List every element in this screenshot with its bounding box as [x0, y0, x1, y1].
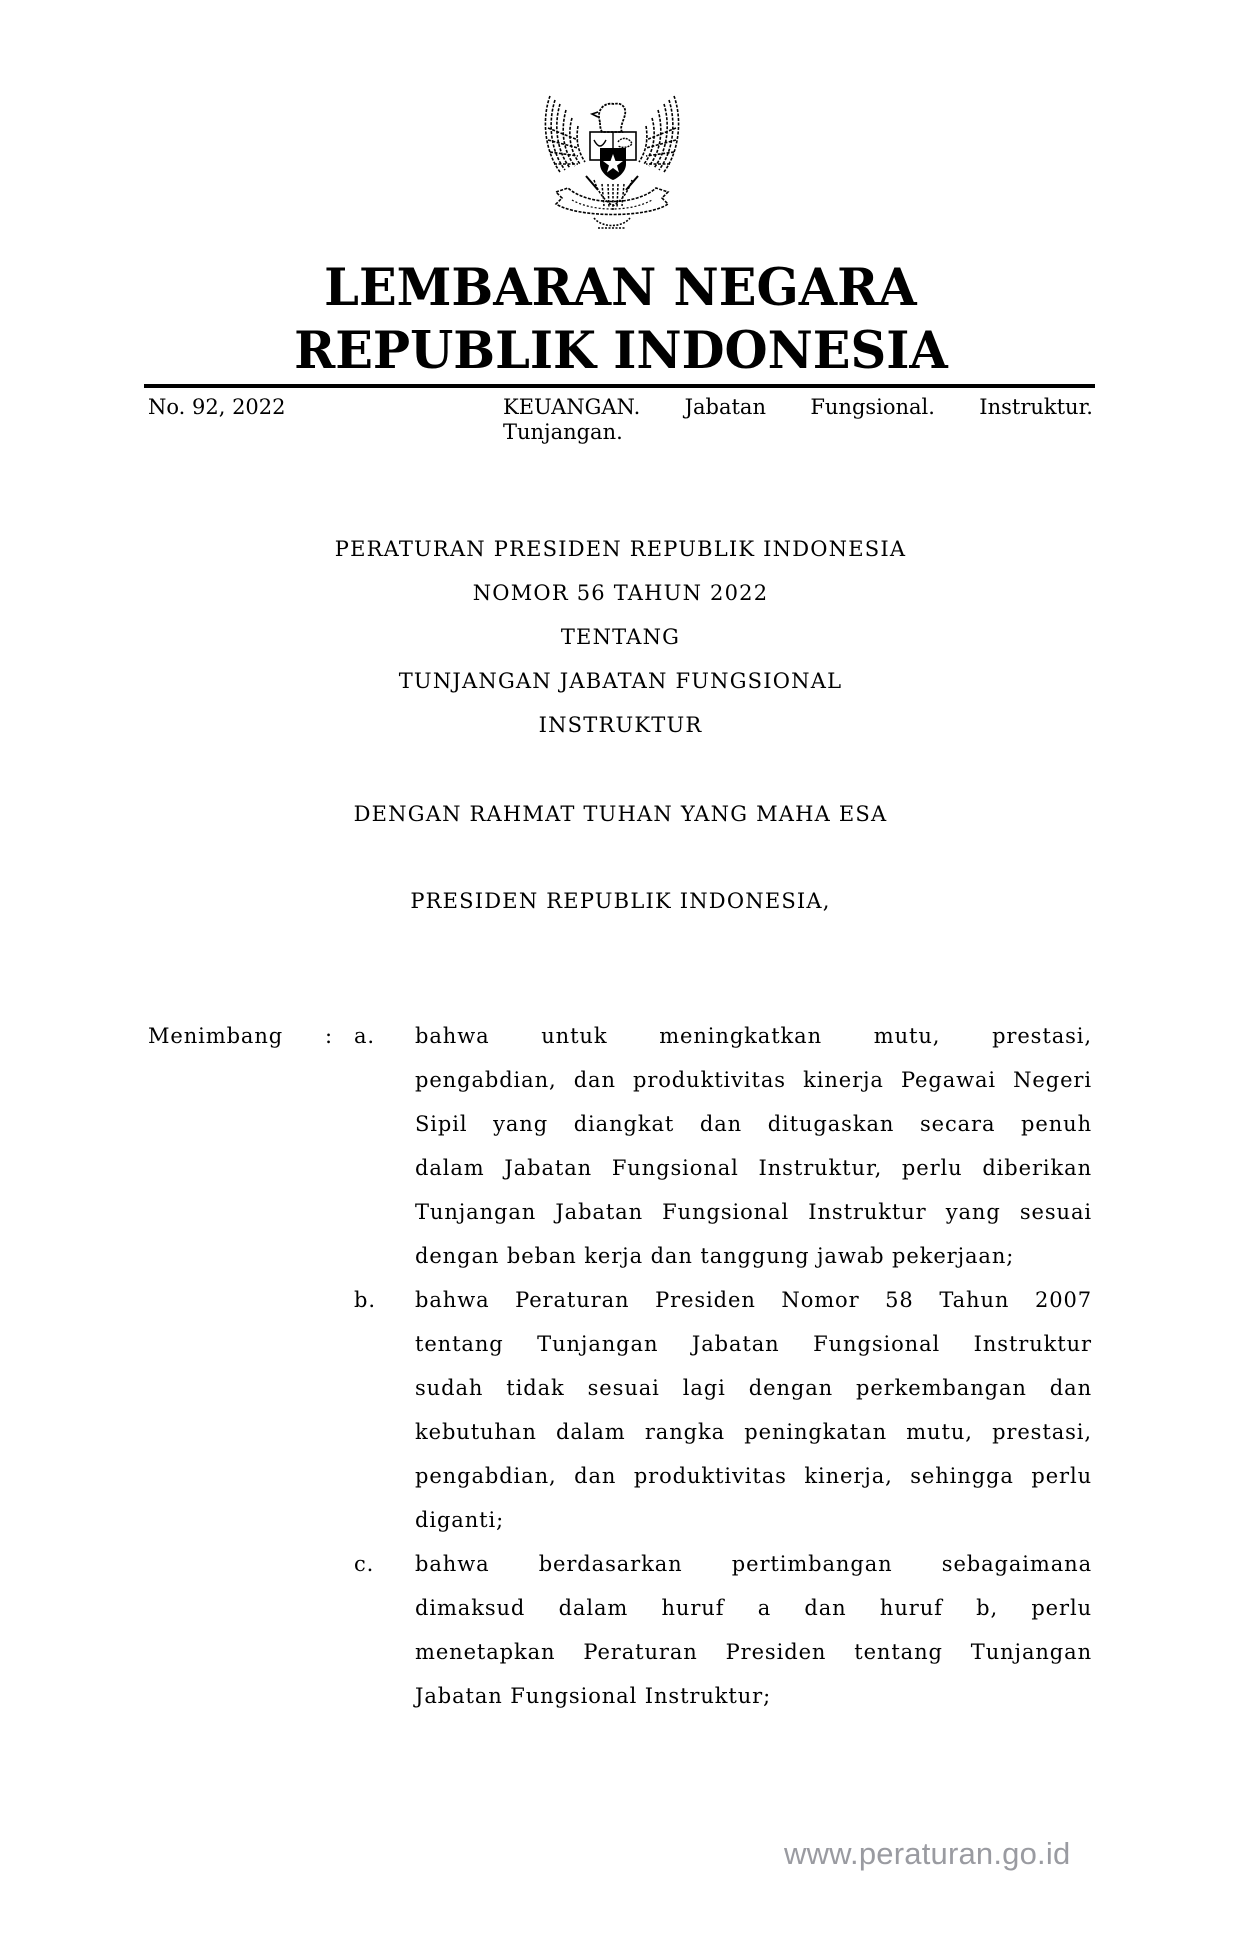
consideration-line: bahwa Peraturan Presiden Nomor 58 Tahun 2007	[415, 1288, 1092, 1312]
title-divider-rule	[144, 384, 1095, 388]
consideration-line: pengabdian, dan produktivitas kinerja, sehingga perlu	[415, 1464, 1092, 1488]
consideration-line: Jabatan Fungsional Instruktur;	[415, 1684, 772, 1708]
garuda-emblem-icon	[538, 88, 686, 238]
consideration-line: Tunjangan Jabatan Fungsional Instruktur yang sesuai	[415, 1200, 1092, 1224]
invocation: DENGAN RAHMAT TUHAN YANG MAHA ESA	[353, 802, 888, 826]
consideration-line: bahwa berdasarkan pertimbangan sebagaimana	[415, 1552, 1092, 1576]
gazette-subject-line-1: KEUANGAN. Jabatan Fungsional. Instruktur.	[503, 395, 1093, 419]
gazette-subject-line-2: Tunjangan.	[503, 420, 623, 444]
consideration-line: diganti;	[415, 1508, 505, 1532]
consideration-line: bahwa untuk meningkatkan mutu, prestasi,	[415, 1024, 1092, 1048]
regulation-heading-line: TENTANG	[560, 625, 681, 649]
consideration-item-b	[415, 1278, 1092, 1542]
consideration-line: Sipil yang diangkat dan ditugaskan secara penuh	[415, 1112, 1092, 1136]
consideration-line: kebutuhan dalam rangka peningkatan mutu, prestasi,	[415, 1420, 1092, 1444]
consideration-line: dengan beban kerja dan tanggung jawab pekerjaan;	[415, 1244, 1015, 1268]
consideration-letter-a: a.	[354, 1024, 375, 1048]
regulation-heading-line: INSTRUKTUR	[538, 713, 703, 737]
consideration-letter-c: c.	[354, 1552, 375, 1576]
regulation-heading	[0, 527, 1241, 747]
gazette-title-line-2	[0, 321, 1241, 381]
consideration-line: dimaksud dalam huruf a dan huruf b, perlu	[415, 1596, 1092, 1620]
considerations-colon: :	[325, 1024, 333, 1048]
gazette-title-text: LEMBARAN NEGARA	[324, 258, 917, 318]
consideration-line: sudah tidak sesuai lagi dengan perkembangan dan	[415, 1376, 1092, 1400]
consideration-line: menetapkan Peraturan Presiden tentang Tunjangan	[415, 1640, 1092, 1664]
regulation-heading-line: PERATURAN PRESIDEN REPUBLIK INDONESIA	[334, 537, 907, 561]
consideration-line: dalam Jabatan Fungsional Instruktur, perlu diberikan	[415, 1156, 1092, 1180]
gazette-title-line-1	[0, 258, 1241, 318]
regulation-heading-line: TUNJANGAN JABATAN FUNGSIONAL	[398, 669, 843, 693]
gazette-title-text: REPUBLIK INDONESIA	[293, 321, 948, 381]
consideration-line: pengabdian, dan produktivitas kinerja Pegawai Negeri	[415, 1068, 1092, 1092]
consideration-letter-b: b.	[354, 1288, 376, 1312]
issuer: PRESIDEN REPUBLIK INDONESIA,	[410, 889, 831, 913]
consideration-item-a	[415, 1014, 1092, 1278]
gazette-subject	[503, 395, 1093, 445]
gazette-number: No. 92, 2022	[148, 395, 286, 419]
source-watermark: www.peraturan.go.id	[784, 1836, 1071, 1871]
regulation-heading-line: NOMOR 56 TAHUN 2022	[472, 581, 769, 605]
consideration-item-c	[415, 1542, 1092, 1718]
consideration-line: tentang Tunjangan Jabatan Fungsional Instruktur	[415, 1332, 1092, 1356]
considerations-label: Menimbang	[148, 1024, 284, 1048]
